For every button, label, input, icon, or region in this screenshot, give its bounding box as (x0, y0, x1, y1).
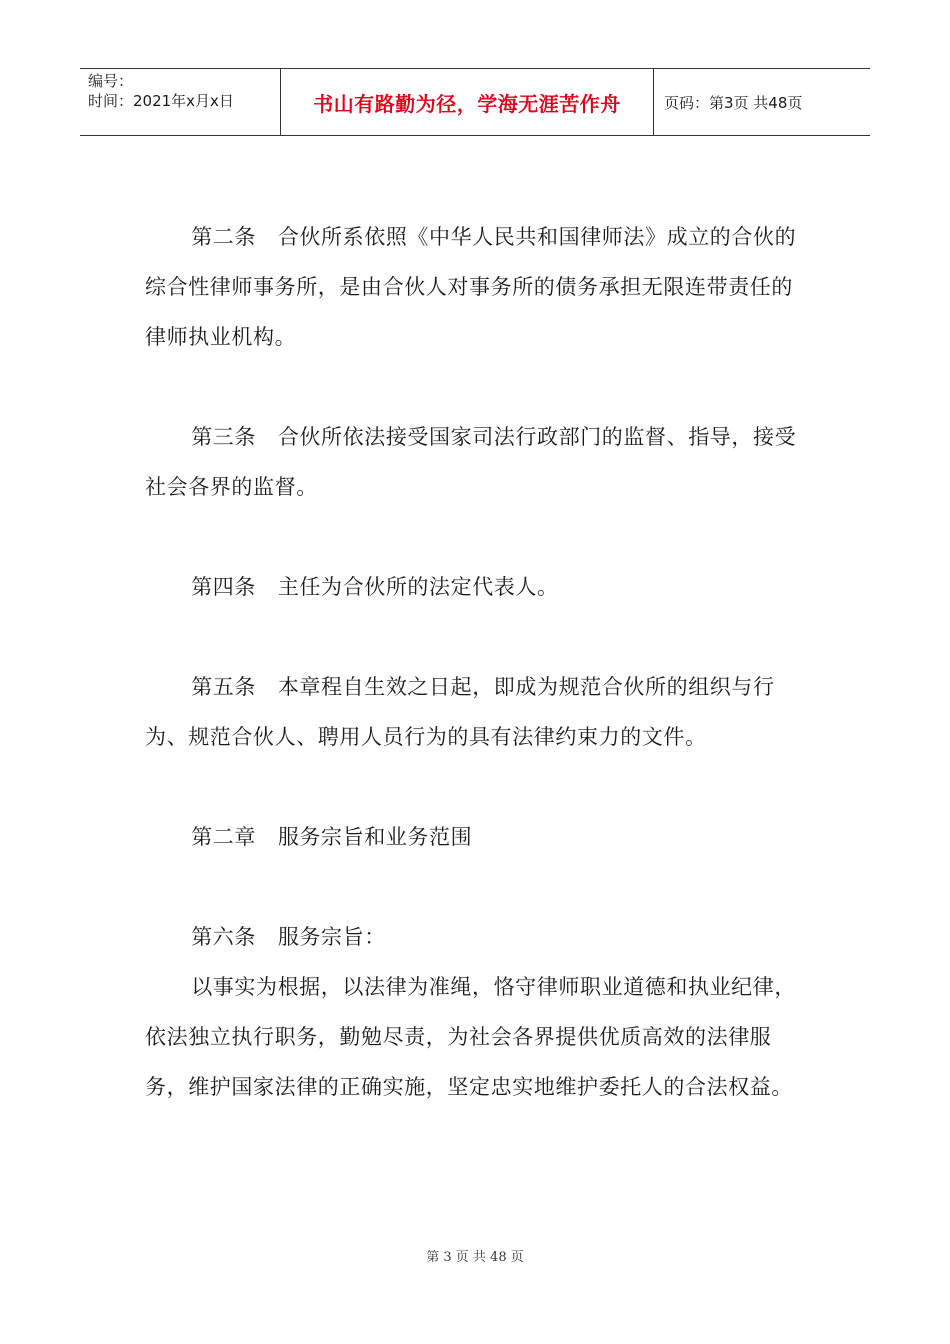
spacer (145, 512, 810, 562)
date-label: 时间：2021年x月x日 (88, 92, 234, 110)
article-6-body: 以事实为根据，以法律为准绳，恪守律师职业道德和执业纪律，依法独立执行职务，勤勉尽责，为社会各界提供优质高效的法律服务，维护国家法律的正确实施，坚定忠实地维护委托人的合法权益。 (145, 975, 796, 1099)
serial-number-label: 编号： (88, 72, 134, 90)
page-footer: 第 3 页 共 48 页 (426, 1250, 524, 1265)
header-motto: 书山有路勤为径，学海无涯苦作舟 (281, 69, 654, 135)
spacer (145, 362, 810, 412)
article-2: 第二条 合伙所系依照《中华人民共和国律师法》成立的合伙的综合性律师事务所，是由合伙人对事务所的债务承担无限连带责任的律师执业机构。 (145, 225, 797, 349)
article-6: 第六条 服务宗旨： (191, 925, 386, 949)
page-header (80, 68, 870, 136)
spacer (145, 762, 810, 812)
spacer (145, 612, 810, 662)
chapter-2-heading: 第二章 服务宗旨和业务范围 (191, 825, 473, 849)
article-4: 第四条 主任为合伙所的法定代表人。 (191, 575, 559, 599)
article-3: 第三条 合伙所依法接受国家司法行政部门的监督、指导，接受社会各界的监督。 (145, 425, 797, 499)
document-body (145, 212, 810, 1112)
article-5: 第五条 本章程自生效之日起，即成为规范合伙所的组织与行为、规范合伙人、聘用人员行为的具有法律约束力的文件。 (145, 675, 775, 749)
header-page-info: 页码：第3页 共48页 (664, 93, 803, 112)
header-meta-cell (80, 69, 281, 135)
spacer (145, 862, 810, 912)
